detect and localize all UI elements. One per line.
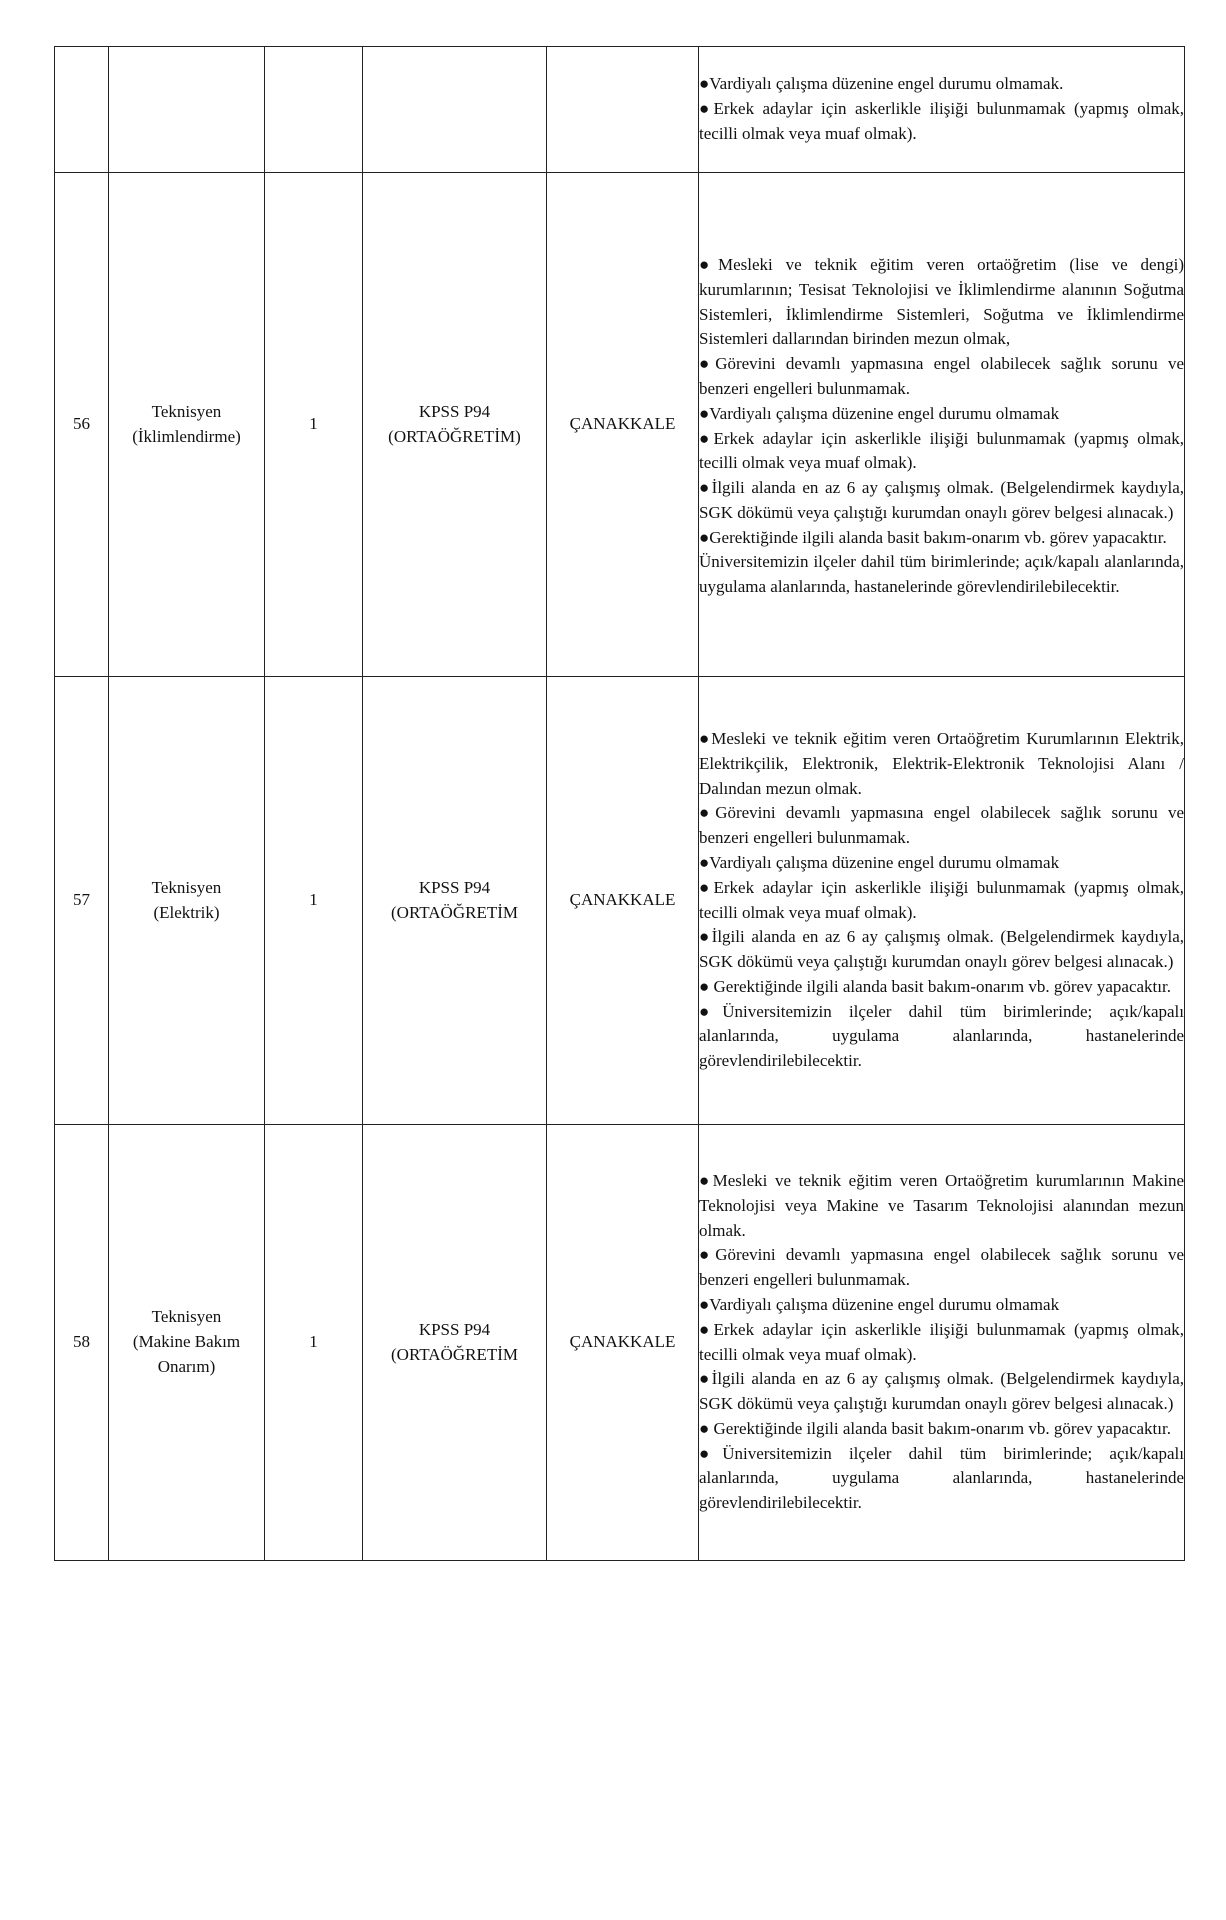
position-title	[109, 1125, 265, 1561]
requirement-item: ●Görevini devamlı yapmasına engel olabilecek sağlık sorunu ve benzeri engelleri bulunmamak.	[699, 803, 1184, 848]
position-title-line: Onarım)	[157, 1356, 216, 1376]
position-count: 1	[265, 173, 363, 677]
position-title-line: (Elektrik)	[153, 902, 220, 922]
kpss-requirement	[363, 1125, 547, 1561]
position-count: 1	[265, 677, 363, 1125]
requirement-item: ●Vardiyalı çalışma düzenine engel durumu olmamak	[699, 403, 1060, 423]
requirement-item: Üniversitemizin ilçeler dahil tüm birimlerinde; açık/kapalı alanlarında, uygulama alanlarında, hastanelerinde görevlendirilebilecektir.	[699, 552, 1184, 597]
location: ÇANAKKALE	[547, 1125, 699, 1561]
position-title-line: Teknisyen	[151, 1307, 222, 1327]
requirement-item: ●Erkek adaylar için askerlikle ilişiği bulunmamak (yapmış olmak, tecilli olmak veya muaf olmak).	[699, 99, 1184, 143]
cell-no	[55, 47, 109, 173]
kpss-score-type: KPSS P94	[418, 877, 491, 897]
table-row	[55, 1125, 1185, 1561]
cell-requirements	[699, 1125, 1185, 1561]
cell-title	[109, 47, 265, 173]
requirement-item: ●Mesleki ve teknik eğitim veren Ortaöğretim Kurumlarının Elektrik, Elektrikçilik, Elektronik, Elektrik-Elektronik Teknolojisi Alanı / Dalından mezun olmak.	[699, 728, 1184, 798]
requirement-item: ●Görevini devamlı yapmasına engel olabilecek sağlık sorunu ve benzeri engelleri bulunmamak.	[699, 354, 1184, 398]
requirement-item: ●Vardiyalı çalışma düzenine engel durumu olmamak	[699, 852, 1060, 872]
table-row	[55, 173, 1185, 677]
requirement-item: ● Gerektiğinde ilgili alanda basit bakım-onarım vb. görev yapacaktır.	[699, 976, 1171, 996]
cell-requirements	[699, 173, 1185, 677]
row-number: 58	[55, 1125, 109, 1561]
requirement-item: ●Erkek adaylar için askerlikle ilişiği bulunmamak (yapmış olmak, tecilli olmak veya muaf olmak).	[699, 428, 1184, 473]
location: ÇANAKKALE	[547, 173, 699, 677]
requirement-item: ●Vardiyalı çalışma düzenine engel durumu olmamak	[699, 1294, 1060, 1314]
position-title-line: Teknisyen	[151, 877, 222, 897]
row-number: 56	[55, 173, 109, 677]
cell-kpss	[363, 47, 547, 173]
positions-table	[54, 46, 1185, 1561]
requirement-item: ●Gerektiğinde ilgili alanda basit bakım-onarım vb. görev yapacaktır.	[699, 527, 1167, 547]
requirement-item: ●Üniversitemizin ilçeler dahil tüm birimlerinde; açık/kapalı alanlarında, uygulama alanlarında, hastanelerinde görevlendirilebilecektir.	[699, 1443, 1184, 1513]
table-row-continuation	[55, 47, 1185, 173]
requirement-item: ●Üniversitemizin ilçeler dahil tüm birimlerinde; açık/kapalı alanlarında, uygulama alanlarında, hastanelerinde görevlendirilebilecektir.	[699, 1001, 1184, 1071]
kpss-score-type: KPSS P94	[418, 1319, 491, 1339]
position-count: 1	[265, 1125, 363, 1561]
kpss-requirement	[363, 173, 547, 677]
position-title-line: (Makine Bakım	[132, 1332, 241, 1352]
cell-count	[265, 47, 363, 173]
table-row	[55, 677, 1185, 1125]
requirement-item: ●İlgili alanda en az 6 ay çalışmış olmak. (Belgelendirmek kaydıyla, SGK dökümü veya çalıştığı kurumdan onaylı görev belgesi alınacak.)	[699, 478, 1184, 522]
row-number: 57	[55, 677, 109, 1125]
requirement-item: ●Erkek adaylar için askerlikle ilişiği bulunmamak (yapmış olmak, tecilli olmak veya muaf olmak).	[699, 1319, 1184, 1364]
position-title	[109, 173, 265, 677]
position-title-line: (İklimlendirme)	[132, 426, 241, 446]
cell-requirements	[699, 47, 1185, 173]
requirement-item: ●Vardiyalı çalışma düzenine engel durumu olmamak.	[699, 74, 1064, 94]
cell-requirements	[699, 677, 1185, 1125]
cell-location	[547, 47, 699, 173]
requirement-item: ●Mesleki ve teknik eğitim veren ortaöğretim (lise ve dengi) kurumlarının; Tesisat Teknolojisi ve İklimlendirme alanının Soğutma Sistemleri, İklimlendirme Sistemleri, Soğutma ve İklimlendirme Sistemleri dallarından birinden mezun olmak,	[699, 254, 1184, 349]
requirement-item: ● Gerektiğinde ilgili alanda basit bakım-onarım vb. görev yapacaktır.	[699, 1418, 1171, 1438]
requirement-item: ●Mesleki ve teknik eğitim veren Ortaöğretim kurumlarının Makine Teknolojisi veya Makine ve Tasarım Teknolojisi alanından mezun olmak.	[699, 1170, 1184, 1240]
position-title	[109, 677, 265, 1125]
kpss-score-type: KPSS P94	[418, 401, 491, 421]
kpss-education-level: (ORTAÖĞRETİM	[391, 1344, 518, 1364]
position-title-line: Teknisyen	[151, 401, 222, 421]
kpss-requirement	[363, 677, 547, 1125]
requirement-item: ●Görevini devamlı yapmasına engel olabilecek sağlık sorunu ve benzeri engelleri bulunmamak.	[699, 1245, 1184, 1290]
kpss-education-level: (ORTAÖĞRETİM	[391, 902, 518, 922]
requirement-item: ●İlgili alanda en az 6 ay çalışmış olmak. (Belgelendirmek kaydıyla, SGK dökümü veya çalıştığı kurumdan onaylı görev belgesi alınacak.)	[699, 1369, 1184, 1414]
location: ÇANAKKALE	[547, 677, 699, 1125]
requirement-item: ●İlgili alanda en az 6 ay çalışmış olmak. (Belgelendirmek kaydıyla, SGK dökümü veya çalıştığı kurumdan onaylı görev belgesi alınacak.)	[699, 927, 1184, 972]
requirement-item: ●Erkek adaylar için askerlikle ilişiği bulunmamak (yapmış olmak, tecilli olmak veya muaf olmak).	[699, 877, 1184, 922]
kpss-education-level: (ORTAÖĞRETİM)	[388, 426, 521, 446]
